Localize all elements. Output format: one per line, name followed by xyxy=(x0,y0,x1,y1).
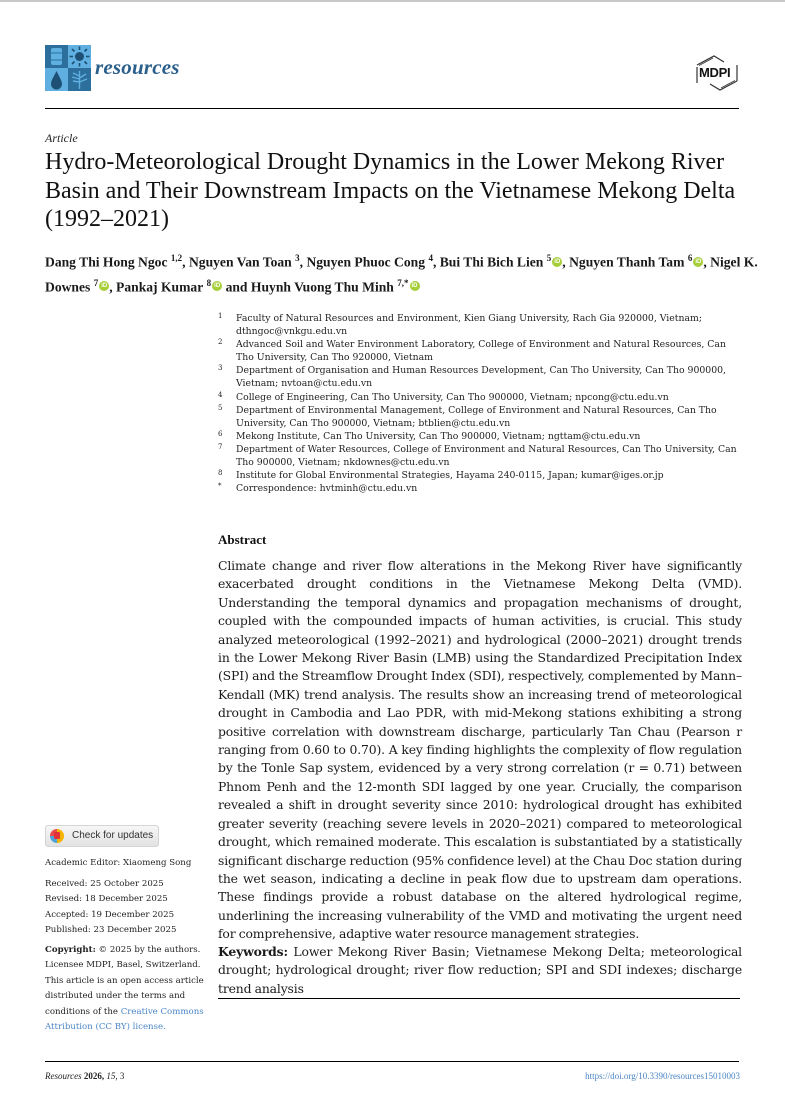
abstract-heading: Abstract xyxy=(218,532,267,547)
accepted-date: Accepted: 19 December 2025 xyxy=(45,909,175,920)
orcid-icon[interactable]: iD xyxy=(214,283,221,290)
author-affiliation-sup: 7 xyxy=(93,277,99,288)
citation-issue: 3 xyxy=(117,1071,125,1081)
author-affiliation-sup: 8 xyxy=(206,277,212,288)
affiliation-item xyxy=(218,312,738,338)
author-name[interactable]: Dang Thi Hong Ngoc xyxy=(45,254,168,270)
citation-volume: 15, xyxy=(104,1071,118,1081)
affiliation-text: Faculty of Natural Resources and Environment, Kien Giang University, Rach Gia 920000, Vietnam; dthngoc@vnkgu.edu.vn xyxy=(236,313,702,338)
keywords xyxy=(218,943,742,998)
author-affiliation-sup: 6 xyxy=(687,253,693,263)
affiliation-number: * xyxy=(218,482,222,491)
publication-dates xyxy=(45,877,205,939)
author-list xyxy=(45,248,765,297)
affiliation-number: 2 xyxy=(218,338,223,347)
author-affiliation-sup: 1,2 xyxy=(170,253,183,263)
check-for-updates-button[interactable] xyxy=(45,825,159,847)
author-separator: , xyxy=(562,254,570,270)
affiliation-item xyxy=(218,430,738,443)
top-border xyxy=(0,0,785,2)
academic-editor: Academic Editor: Xiaomeng Song xyxy=(45,858,192,868)
author-name[interactable]: Nguyen Van Toan xyxy=(188,254,292,270)
affiliations-list xyxy=(218,312,738,495)
affiliation-number: 3 xyxy=(218,364,223,373)
author-affiliation-sup: 5 xyxy=(546,253,552,263)
bookmark-icon xyxy=(50,829,64,843)
abstract-text: Climate change and river flow alterations in the Mekong River have significantly exacerbated drought conditions in the Vietnamese Mekong Delta (VMD). Understanding the temporal dynamics and propagation mechanisms of drought, coupled with the compounded impacts of human activities, is crucial. This study analyzed meteorological (1992–2021) and hydrological (2000–2021) drought trends in the Lower Mekong River Basin (LMB) using the Standardized Precipitation Index (SPI) and the Streamflow Drought Index (SDI), respectively, complemented by Mann–Kendall (MK) trend analysis. The results show an increasing trend of meteorological drought in Cambodia and Lao PDR, with mid-Mekong stations exhibiting a strong positive correlation with downstream discharge, particularly Tan Chau (Pearson r ranging from 0.60 to 0.70). A key finding highlights the complexity of flow regulation by the Tonle Sap system, evidenced by a very strong correlation (r = 0.71) between Phnom Penh and the 12-month SDI lagged by one year. Crucially, the comparison revealed a shift in drought severity since 2010: hydrological drought has exhibited greater severity (reaching severe levels in 2020–2021) compared to meteorological drought, which remained moderate. This escalation is substantiated by a statistically significant discharge reduction (95% confidence level) at the Chau Doc station during the wet season, indicating a decline in peak flow due to upstream dam operations. These findings provide a robust database on the altered hydrological regime, underlining the increasing vulnerability of the VMD and motivating the urgent need for comprehensive, adaptive water resource management strategies. xyxy=(218,558,742,942)
affiliation-text: Department of Organisation and Human Resources Development, Can Tho University, Can Tho 900000, Vietnam; nvtoan@ctu.edu.vn xyxy=(236,365,726,390)
copyright-notice xyxy=(45,943,205,1036)
affiliation-text: Institute for Global Environmental Strategies, Hayama 240-0115, Japan; kumar@iges.or.jp xyxy=(236,470,664,482)
affiliation-item xyxy=(218,443,738,469)
copyright-label: Copyright: xyxy=(45,944,96,955)
affiliation-text: Department of Environmental Management, College of Environment and Natural Resources, Can Tho University, Can Tho 900000, Vietnam; btblien@ctu.edu.vn xyxy=(236,404,717,429)
oil-barrel-icon xyxy=(45,45,68,68)
check-for-updates-label: Check for updates xyxy=(72,830,154,842)
published-date: Published: 23 December 2025 xyxy=(45,925,177,935)
author-separator: , xyxy=(703,254,711,270)
affiliation-item xyxy=(218,364,738,390)
author-separator: , xyxy=(299,254,307,270)
citation-year: 2026, xyxy=(81,1071,105,1081)
plant-icon xyxy=(68,68,91,91)
header-divider xyxy=(45,108,739,109)
affiliation-item xyxy=(218,338,738,364)
affiliation-text: Department of Water Resources, College of Environment and Natural Resources, Can Tho University, Can Tho 900000, Vietnam; nkdownes@ctu.edu.vn xyxy=(236,443,737,469)
doi-link[interactable]: https://doi.org/10.3390/resources15010003 xyxy=(585,1071,740,1081)
affiliation-number: 7 xyxy=(218,442,223,451)
author-separator: and xyxy=(222,279,251,295)
article-type: Article xyxy=(45,131,78,145)
author-separator: , xyxy=(182,254,189,270)
citation-journal: Resources xyxy=(45,1071,82,1081)
author-affiliation-sup: 7,* xyxy=(397,277,409,288)
affiliation-item xyxy=(218,391,738,404)
author-name[interactable]: Huynh Vuong Thu Minh xyxy=(250,279,394,295)
orcid-icon[interactable]: iD xyxy=(554,258,561,265)
author-affiliation-sup: 4 xyxy=(428,253,433,263)
keywords-label: Keywords: xyxy=(218,944,288,959)
orcid-icon[interactable]: iD xyxy=(101,283,108,290)
received-date: Received: 25 October 2025 xyxy=(45,878,164,889)
affiliation-number: 1 xyxy=(218,312,223,320)
affiliation-number: 6 xyxy=(218,429,223,438)
affiliation-text: Advanced Soil and Water Environment Laboratory, College of Environment and Natural Resources, Can Tho University, Can Tho 920000, Vietnam xyxy=(236,339,726,364)
author-name[interactable]: Nigel K. Downes xyxy=(45,254,758,295)
keywords-divider xyxy=(218,998,740,999)
keywords-text: Lower Mekong River Basin; Vietnamese Mekong Delta; meteorological drought; hydrological drought; river flow reduction; SPI and SDI indexes; discharge trend analysis xyxy=(218,944,742,996)
copyright-text: © 2025 by the authors. Licensee MDPI, Basel, Switzerland. This article is an open access article distributed under the terms and conditions of the xyxy=(45,944,204,1017)
mdpi-logo[interactable] xyxy=(694,55,740,91)
author-separator: , xyxy=(109,279,117,295)
article-title: Hydro-Meteorological Drought Dynamics in the Lower Mekong River Basin and Their Downstream Impacts on the Vietnamese Mekong Delta (1992–2021) xyxy=(45,149,736,232)
affiliation-number: 4 xyxy=(218,390,223,399)
affiliation-text: Correspondence: hvtminh@ctu.edu.vn xyxy=(236,483,418,495)
orcid-icon[interactable]: iD xyxy=(411,283,418,290)
journal-header xyxy=(45,45,740,107)
revised-date: Revised: 18 December 2025 xyxy=(45,894,168,904)
orcid-icon[interactable]: iD xyxy=(695,258,702,265)
affiliation-item xyxy=(218,404,738,430)
sun-icon xyxy=(68,45,91,68)
affiliation-item xyxy=(218,469,738,482)
water-drop-icon xyxy=(45,68,68,91)
author-separator: , xyxy=(432,254,440,270)
footer-divider xyxy=(45,1061,739,1062)
author-name[interactable]: Nguyen Thanh Tam xyxy=(569,254,685,270)
author-name[interactable]: Bui Thi Bich Lien xyxy=(439,254,544,270)
mdpi-logo-text: MDPI xyxy=(699,65,731,80)
license-link[interactable]: Creative Commons Attribution (CC BY) license. xyxy=(45,1006,204,1032)
article-info-sidebar xyxy=(45,825,205,1036)
author-affiliation-sup: 3 xyxy=(295,253,300,263)
journal-logo[interactable] xyxy=(45,45,91,91)
affiliation-number: 8 xyxy=(218,469,223,478)
affiliation-text: Mekong Institute, Can Tho University, Can Tho 900000, Vietnam; ngttam@ctu.edu.vn xyxy=(236,430,641,442)
citation xyxy=(45,1071,124,1081)
journal-name[interactable]: resources xyxy=(95,55,180,79)
affiliation-number: 5 xyxy=(218,403,223,412)
author-name[interactable]: Nguyen Phuoc Cong xyxy=(306,254,426,270)
affiliation-item xyxy=(218,482,738,495)
author-name[interactable]: Pankaj Kumar xyxy=(116,279,204,295)
affiliation-text: College of Engineering, Can Tho University, Can Tho 900000, Vietnam; npcong@ctu.edu.vn xyxy=(236,391,669,403)
